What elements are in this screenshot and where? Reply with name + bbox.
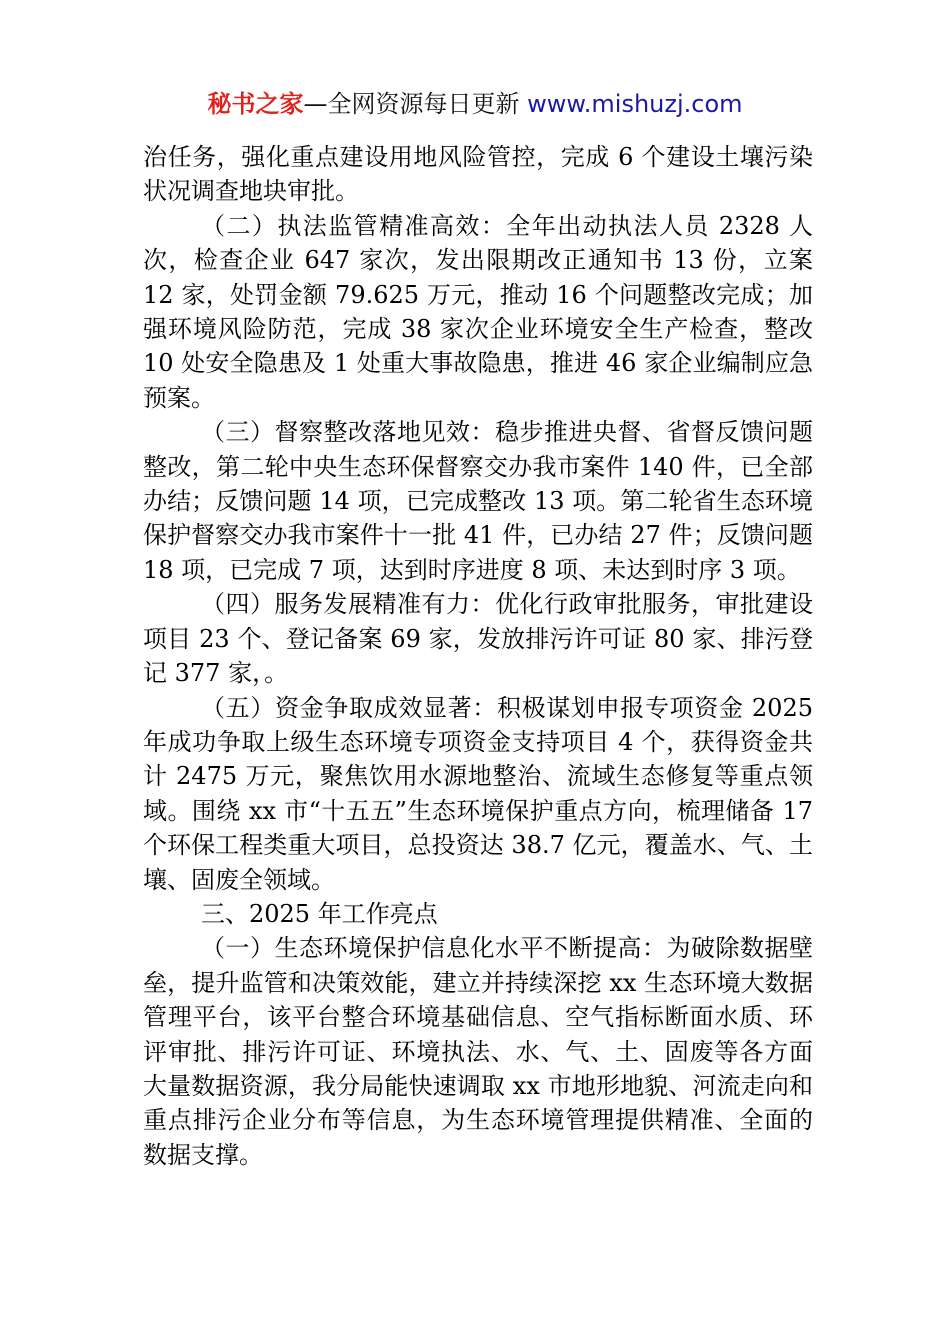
paragraph-funding: （五）资金争取成效显著：积极谋划申报专项资金 2025 年成功争取上级生态环境专项资金支持项目 4 个，获得资金共计 2475 万元，聚焦饮用水源地整治、流域生态修复等重点领域。围绕 xx 市“十五五”生态环境保护重点方向，梳理储备 17 个环保工程类重大项目，总投资达 38.7 亿元，覆盖水、气、土壤、固废全领域。 bbox=[143, 693, 813, 894]
brand-name: 秘书之家 bbox=[207, 90, 304, 118]
page-header bbox=[0, 86, 950, 122]
paragraph-informatization: （一）生态环境保护信息化水平不断提高：为破除数据壁垒，提升监管和决策效能，建立并持续深挖 xx 生态环境大数据管理平台，该平台整合环境基础信息、空气指标断面水质、环评审批、排污许可证、环境执法、水、气、土、固废等各方面大量数据资源，我分局能快速调取 xx 市地形地貌、河流走向和重点排污企业分布等信息，为生态环境管理提供精准、全面的数据支撑。 bbox=[143, 934, 813, 1169]
header-slogan: —全网资源每日更新 bbox=[303, 90, 528, 118]
paragraph-service-development: （四）服务发展精准有力：优化行政审批服务，审批建设项目 23 个、登记备案 69 家，发放排污许可证 80 家、排污登记 377 家，。 bbox=[143, 590, 813, 688]
paragraph-law-enforcement: （二）执法监管精准高效：全年出动执法人员 2328 人次，检查企业 647 家次，发出限期改正通知书 13 份，立案 12 家，处罚金额 79.625 万元，推动 16 个问题整改完成；加强环境风险防范，完成 38 家次企业环境安全生产检查，整改 10 处安全隐患及 1 处重大事故隐患，推进 46 家企业编制应急预案。 bbox=[143, 211, 813, 412]
section-heading-highlights: 三、2025 年工作亮点 bbox=[201, 899, 438, 928]
paragraph-continuation: 治任务，强化重点建设用地风险管控，完成 6 个建设土壤污染状况调查地块审批。 bbox=[143, 143, 813, 206]
document-body bbox=[143, 140, 813, 1172]
paragraph-inspection-rectification: （三）督察整改落地见效：稳步推进央督、省督反馈问题整改，第二轮中央生态环保督察交办我市案件 140 件，已全部办结；反馈问题 14 项，已完成整改 13 项。第二轮省生态环境保护督察交办我市案件十一批 41 件，已办结 27 件；反馈问题 18 项，已完成 7 项，达到时序进度 8 项、未达到时序 3 项。 bbox=[143, 418, 813, 584]
header-url-link[interactable]: www.mishuzj.com bbox=[527, 90, 743, 118]
